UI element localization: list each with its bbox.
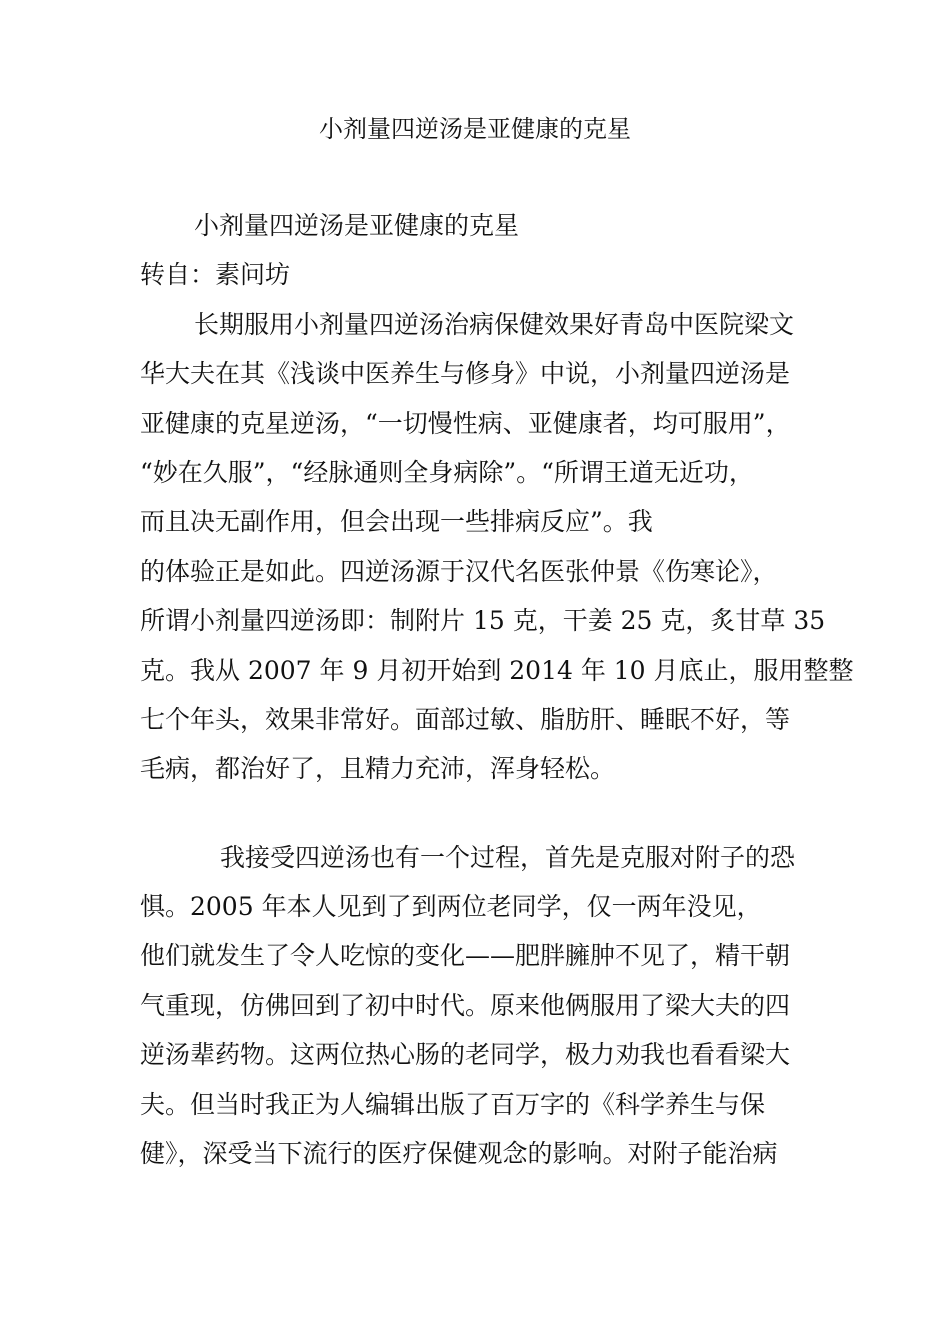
text-line: 毛病，都治好了，且精力充沛，浑身轻松。 (140, 754, 616, 784)
article-subtitle: 小剂量四逆汤是亚健康的克星 (194, 211, 520, 240)
document-body (140, 201, 854, 1178)
text-line: “妙在久服”，“经脉通则全身病除”。“所谓王道无近功， (140, 457, 754, 487)
text-line: 长期服用小剂量四逆汤治病保健效果好青岛中医院梁文 (194, 309, 795, 339)
source-line: 转自：素问坊 (140, 260, 291, 290)
text-line: 我接受四逆汤也有一个过程，首先是克服对附子的恐 (220, 842, 796, 872)
text-line: 华大夫在其《浅谈中医养生与修身》中说，小剂量四逆汤是 (140, 359, 791, 389)
text-line: 而且决无副作用，但会出现一些排病反应”。我 (140, 507, 653, 537)
text-line: 克。我从 2007 年 9 月初开始到 2014 年 10 月底止，服用整整 (140, 655, 854, 685)
text-line: 逆汤辈药物。这两位热心肠的老同学，极力劝我也看看梁大 (140, 1040, 791, 1070)
text-line: 的体验正是如此。四逆汤源于汉代名医张仲景《伤寒论》， (140, 556, 778, 586)
paragraph-2 (140, 833, 840, 1179)
text-line: 健》，深受当下流行的医疗保健观念的影响。对附子能治病 (140, 1139, 778, 1169)
text-line: 他们就发生了令人吃惊的变化——肥胖臃肿不见了，精干朝 (140, 941, 791, 971)
text-line: 惧。2005 年本人见到了到两位老同学，仅一两年没见， (140, 892, 762, 922)
text-line: 所谓小剂量四逆汤即：制附片 15 克，干姜 25 克，炙甘草 35 (140, 606, 826, 636)
paragraph-gap (140, 794, 840, 833)
text-line: 七个年头，效果非常好。面部过敏、脂肪肝、睡眠不好，等 (140, 704, 791, 734)
text-line: 夫。但当时我正为人编辑出版了百万字的《科学养生与保 (140, 1089, 766, 1119)
text-line: 气重现，仿佛回到了初中时代。原来他俩服用了梁大夫的四 (140, 990, 791, 1020)
text-line: 亚健康的克星逆汤，“一切慢性病、亚健康者，均可服用”， (140, 408, 791, 438)
paragraph-1 (140, 300, 854, 794)
document-title: 小剂量四逆汤是亚健康的克星 (319, 115, 631, 143)
